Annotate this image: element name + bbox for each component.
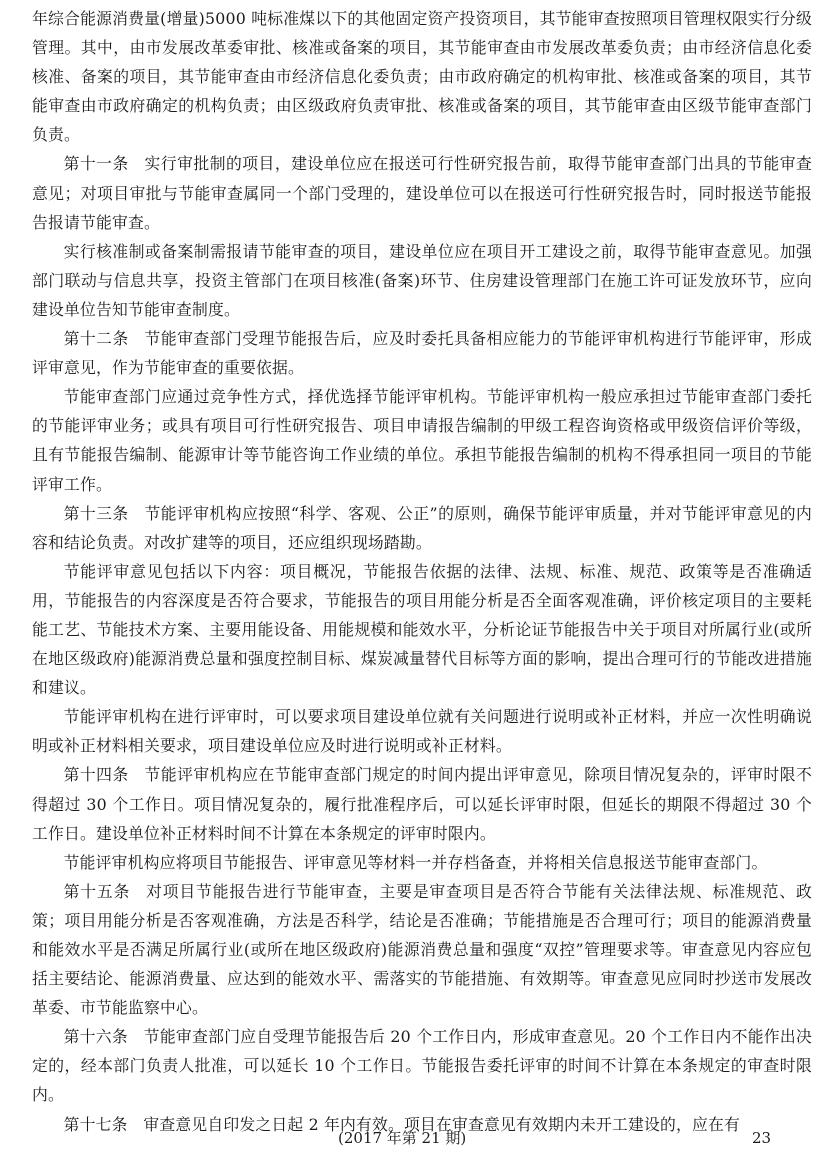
issue-label: (2017 年第 21 期) xyxy=(338,1129,467,1147)
article-label: 第十二条 xyxy=(63,329,129,349)
article-label: 第十四条 xyxy=(63,765,129,785)
article-13: 第十三条 节能评审机构应按照“科学、客观、公正”的原则，确保节能评审质量，并对节能评审意见的内容和结论负责。对改扩建等的项目，还应组织现场踏勘。 xyxy=(32,503,812,552)
paragraph: 实行核准制或备案制需报请节能审查的项目，建设单位应在项目开工建设之前，取得节能审查意见。加强部门联动与信息共享，投资主管部门在项目核准(备案)环节、住房建设管理部门在施工许可证发放环节，应向建设单位告知节能审查制度。 xyxy=(32,241,812,319)
article-label: 第十一条 xyxy=(63,154,129,174)
article-12: 第十二条 节能审查部门受理节能报告后，应及时委托具备相应能力的节能评审机构进行节能评审，形成评审意见，作为节能审查的重要依据。 xyxy=(32,329,812,378)
body-text xyxy=(32,4,812,1139)
paragraph: 节能评审意见包括以下内容：项目概况，节能报告依据的法律、法规、标准、规范、政策等是否准确适用，节能报告的内容深度是否符合要求，节能报告的项目用能分析是否全面客观准确，评价核定项目的主要耗能工艺、节能技术方案、主要用能设备、用能规模和能效水平，分析论证节能报告中关于项目对所属行业(或所在地区级政府)能源消费总量和强度控制目标、煤炭减量替代目标等方面的影响，提出合理可行的节能改进措施和建议。 xyxy=(32,561,812,698)
paragraph: 节能评审机构在进行评审时，可以要求项目建设单位就有关问题进行说明或补正材料，并应一次性明确说明或补正材料相关要求，项目建设单位应及时进行说明或补正材料。 xyxy=(32,707,812,756)
article-17: 第十七条 审查意见自印发之日起 2 年内有效。项目在审查意见有效期内未开工建设的，应在有 xyxy=(63,1114,740,1134)
article-label: 第十六条 xyxy=(63,1027,128,1047)
article-15: 第十五条 对项目节能报告进行节能审查，主要是审查项目是否符合节能有关法律法规、标准规范、政策；项目用能分析是否客观准确，方法是否科学，结论是否准确；节能措施是否合理可行；项目的能源消费量和能效水平是否满足所属行业(或所在地区级政府)能源消费总量和强度“双控”管理要求等。审查意见内容应包括主要结论、能源消费量、应达到的能效水平、需落实的节能措施、有效期等。审查意见应同时抄送市发展改革委、市节能监察中心。 xyxy=(32,881,812,1018)
article-label: 第十七条 xyxy=(63,1114,128,1134)
article-label: 第十三条 xyxy=(63,503,129,523)
paragraph: 节能审查部门应通过竞争性方式，择优选择节能评审机构。节能评审机构一般应承担过节能审查部门委托的节能评审业务；或具有项目可行性研究报告、项目申请报告编制的甲级工程咨询资格或甲级资信评价等级，且有节能报告编制、能源审计等节能咨询工作业绩的单位。承担节能报告编制的机构不得承担同一项目的节能评审工作。 xyxy=(32,387,812,494)
article-16: 第十六条 节能审查部门应自受理节能报告后 20 个工作日内，形成审查意见。20 个工作日内不能作出决定的，经本部门负责人批准，可以延长 10 个工作日。节能报告委托评审的时间不计算在本条规定的审查时限内。 xyxy=(32,1027,812,1105)
paragraph-continued: 年综合能源消费量(增量)5000 吨标准煤以下的其他固定资产投资项目，其节能审查按照项目管理权限实行分级管理。其中，由市发展改革委审批、核准或备案的项目，其节能审查由市发展改革委负责；由市经济信息化委核准、备案的项目，其节能审查由市经济信息化委负责；由市政府确定的机构审批、核准或备案的项目，其节能审查由市政府确定的机构负责；由区级政府负责审批、核准或备案的项目，其节能审查由区级节能审查部门负责。 xyxy=(32,9,812,145)
page-number: 23 xyxy=(752,1129,772,1147)
article-label: 第十五条 xyxy=(63,881,131,901)
article-14: 第十四条 节能评审机构应在节能审查部门规定的时间内提出评审意见，除项目情况复杂的，评审时限不得超过 30 个工作日。项目情况复杂的，履行批准程序后，可以延长评审时限，但延长的期限不得超过 30 个工作日。建设单位补正材料时间不计算在本条规定的评审时限内。 xyxy=(32,765,812,843)
paragraph: 节能评审机构应将项目节能报告、评审意见等材料一并存档备查，并将相关信息报送节能审查部门。 xyxy=(63,852,768,872)
article-11: 第十一条 实行审批制的项目，建设单位应在报送可行性研究报告前，取得节能审查部门出具的节能审查意见；对项目审批与节能审查属同一个部门受理的，建设单位可以在报送可行性研究报告时，同时报送节能报告报请节能审查。 xyxy=(32,154,812,232)
